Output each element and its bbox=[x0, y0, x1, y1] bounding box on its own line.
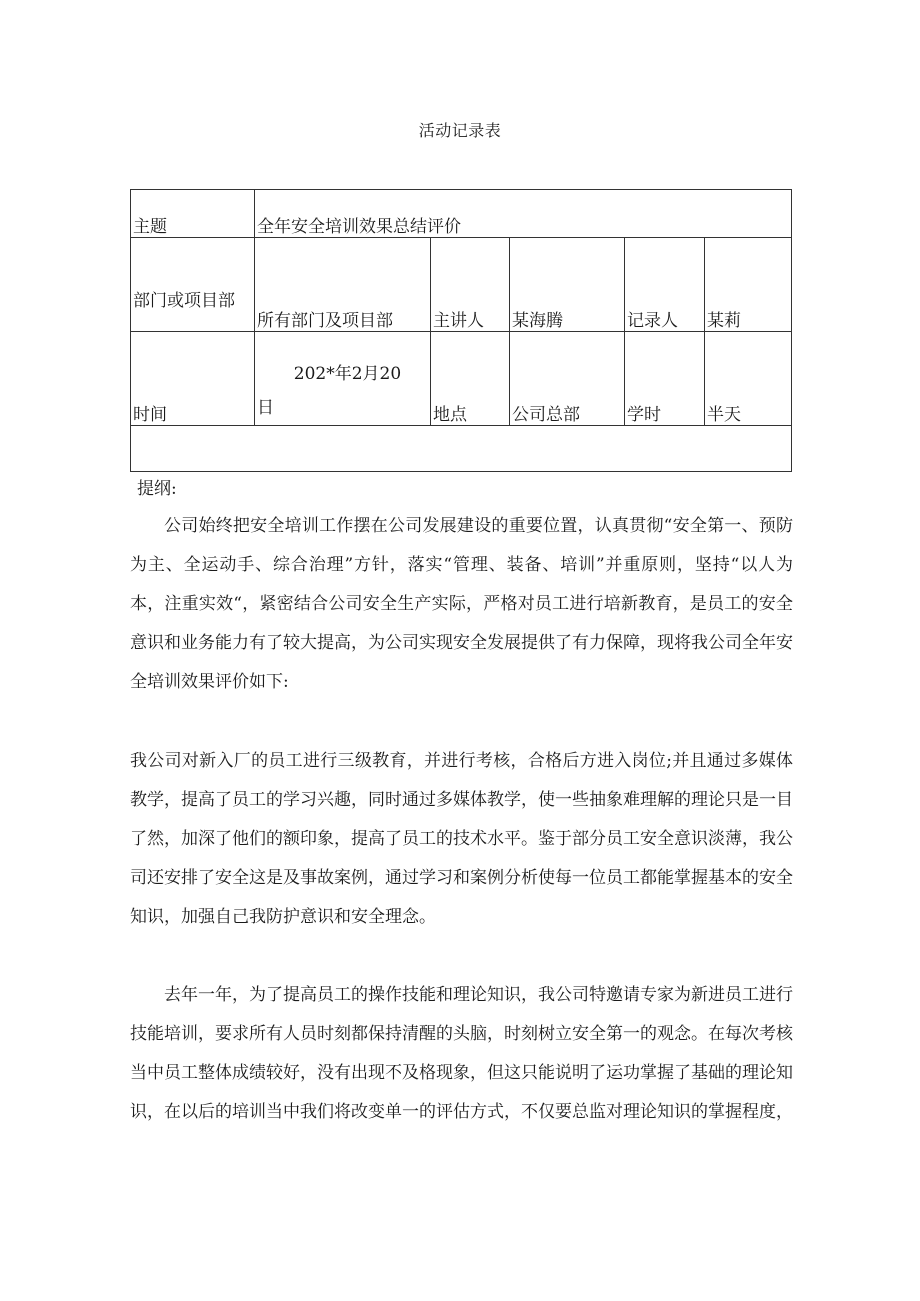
hours-label: 学时 bbox=[625, 332, 705, 426]
topic-value: 全年安全培训效果总结评价 bbox=[255, 190, 792, 238]
table-row-dept bbox=[131, 238, 792, 332]
hours-value: 半天 bbox=[705, 332, 792, 426]
activity-record-table bbox=[130, 189, 792, 472]
recorder-label: 记录人 bbox=[625, 238, 705, 332]
location-value: 公司总部 bbox=[510, 332, 625, 426]
outline-label: 提纲: bbox=[137, 479, 177, 499]
table-row-time bbox=[131, 332, 792, 426]
topic-label: 主题 bbox=[131, 190, 255, 238]
dept-label: 部门或项目部 bbox=[131, 238, 255, 332]
table-row-empty bbox=[131, 426, 792, 472]
table-row-topic bbox=[131, 190, 792, 238]
paragraph-last-year: 去年一年，为了提高员工的操作技能和理论知识，我公司特邀请专家为新进员工进行技能培训，要求所有人员时刻都保持清醒的头脑，时刻树立安全第一的观念。在每次考核当中员工整体成绩较好，没有出现不及格现象，但这只能说明了运功掌握了基础的理论知识，在以后的培训当中我们将改变单一的评估方式，不仅要总监对理论知识的掌握程度， bbox=[130, 985, 793, 1122]
paragraph-training-details: 我公司对新入厂的员工进行三级教育，并进行考核，合格后方进入岗位;并且通过多媒体教学，提高了员工的学习兴趣，同时通过多媒体教学，使一些抽象难理解的理论只是一目了然，加深了他们的额印象，提高了员工的技术水平。鉴于部分员工安全意识淡薄，我公司还安排了安全这是及事故案例，通过学习和案例分析使每一位员工都能掌握基本的安全知识，加强自己我防护意识和安全理念。 bbox=[130, 751, 793, 927]
recorder-value: 某莉 bbox=[705, 238, 792, 332]
time-value bbox=[255, 332, 431, 426]
location-label: 地点 bbox=[431, 332, 510, 426]
paragraph-intro: 公司始终把安全培训工作摆在公司发展建设的重要位置，认真贯彻“安全第一、预防为主、全运动手、综合治理”方针，落实“管理、装备、培训”并重原则，坚持“以人为本，注重实效“，紧密结合公司安全生产实际，严格对员工进行培新教育，是员工的安全意识和业务能力有了较大提高，为公司实现安全发展提供了有力保障，现将我公司全年安全培训效果评价如下: bbox=[130, 516, 793, 692]
empty-cell bbox=[131, 426, 792, 472]
time-value-day: 日 bbox=[257, 398, 274, 418]
dept-value: 所有部门及项目部 bbox=[255, 238, 431, 332]
document-title: 活动记录表 bbox=[418, 121, 502, 140]
time-value-date: 202*年2月20 bbox=[293, 364, 402, 384]
lecturer-value: 某海腾 bbox=[510, 238, 625, 332]
lecturer-label: 主讲人 bbox=[431, 238, 510, 332]
time-label: 时间 bbox=[131, 332, 255, 426]
